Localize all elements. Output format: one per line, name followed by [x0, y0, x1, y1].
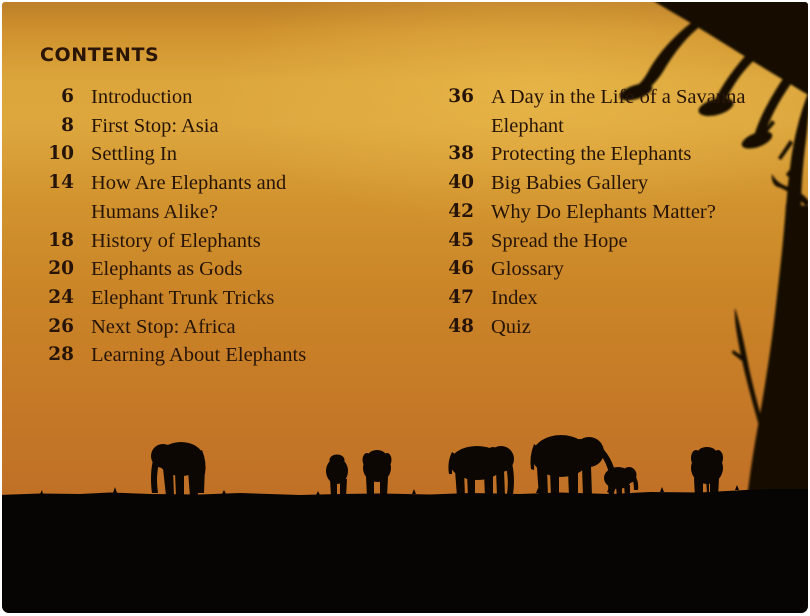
toc-page-number: 46 [448, 258, 474, 280]
toc-entry [440, 313, 757, 342]
toc-entry [40, 284, 333, 313]
table-of-contents [2, 2, 808, 613]
toc-page-number: 45 [448, 229, 474, 251]
toc-entry [40, 169, 333, 226]
toc-column-right [440, 83, 757, 341]
toc-entry-title: Why Do Elephants Matter? [491, 200, 716, 223]
toc-entry [40, 227, 333, 256]
toc-entry [40, 255, 333, 284]
toc-entry [440, 284, 757, 313]
toc-entry-title: First Stop: Asia [91, 114, 219, 137]
toc-page-number: 24 [48, 286, 74, 308]
toc-entry [440, 83, 757, 140]
toc-entry-title: Spread the Hope [491, 229, 628, 252]
toc-entry-title: Elephant Trunk Tricks [91, 286, 275, 309]
toc-entry [440, 198, 757, 227]
toc-entry [40, 83, 333, 112]
toc-entry-title: How Are Elephants and Humans Alike? [91, 172, 287, 223]
page-title: CONTENTS [40, 44, 160, 66]
toc-entry [40, 140, 333, 169]
toc-page-number: 20 [48, 258, 74, 280]
toc-entry [440, 255, 757, 284]
toc-entry-title: Big Babies Gallery [491, 172, 649, 195]
toc-entry-title: A Day in the Life of a Savanna Elephant [491, 86, 746, 137]
toc-entry-title: Introduction [91, 86, 193, 108]
toc-entry [40, 341, 333, 370]
toc-entry-title: Elephants as Gods [91, 258, 243, 281]
toc-entry [40, 313, 333, 342]
toc-page-number: 40 [448, 172, 474, 194]
toc-page-number: 48 [448, 315, 474, 337]
toc-page-number: 18 [48, 229, 74, 251]
toc-entry-title: Quiz [491, 315, 531, 338]
toc-entry-title: Protecting the Elephants [491, 143, 692, 166]
toc-entry [40, 112, 333, 141]
toc-page-number: 26 [48, 315, 74, 337]
toc-entry-title: Next Stop: Africa [91, 315, 236, 338]
toc-entry-title: Index [491, 286, 538, 309]
toc-entry-title: Settling In [91, 143, 177, 166]
toc-page-number: 38 [448, 143, 474, 165]
toc-page-number: 36 [448, 86, 474, 107]
toc-entry-title: Glossary [491, 258, 564, 281]
toc-page-number: 28 [48, 344, 74, 366]
toc-page-number: 10 [48, 143, 74, 165]
toc-entry-title: Learning About Elephants [91, 344, 307, 367]
toc-page-number: 47 [448, 286, 474, 308]
toc-page-number: 6 [61, 86, 74, 107]
toc-page-number: 8 [61, 114, 74, 136]
toc-entry [440, 140, 757, 169]
toc-page-number: 14 [48, 172, 74, 194]
toc-entry [440, 169, 757, 198]
toc-page-number: 42 [448, 200, 474, 222]
sunset-photo-background [2, 2, 808, 613]
toc-entry-title: History of Elephants [91, 229, 261, 252]
toc-entry [440, 227, 757, 256]
toc-column-left [40, 83, 333, 370]
